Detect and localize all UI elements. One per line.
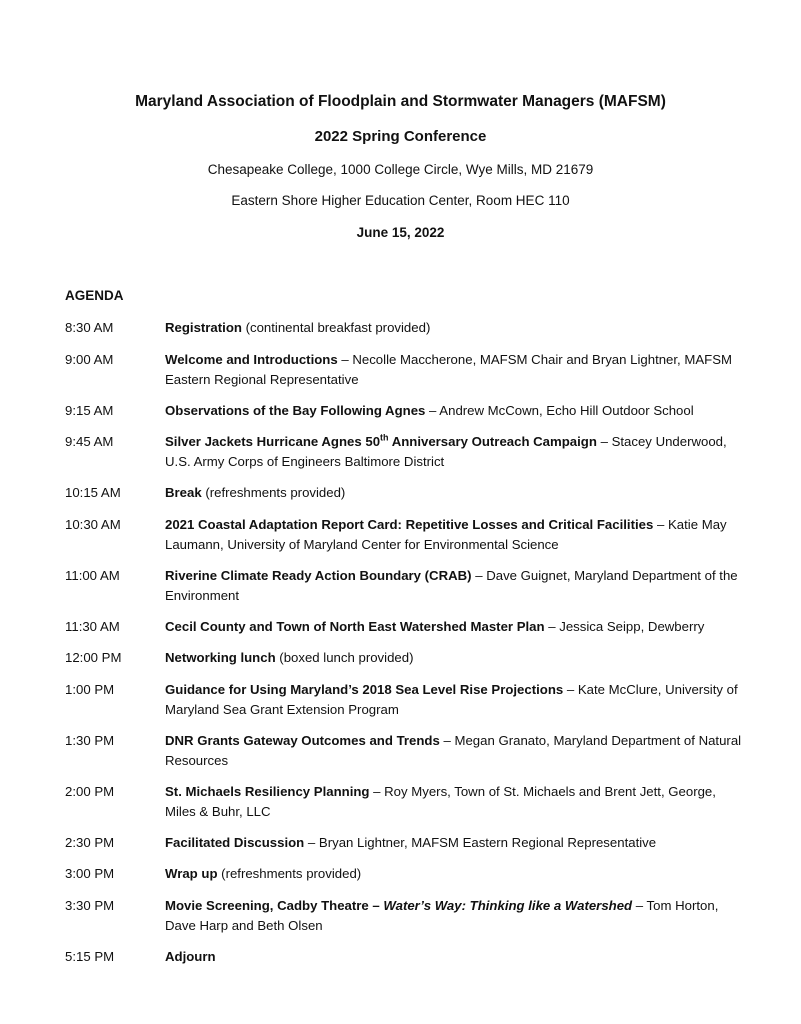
agenda-description	[165, 318, 745, 338]
agenda-time: 9:45 AM	[65, 434, 114, 449]
agenda-title-part: Silver Jackets Hurricane Agnes 50	[165, 434, 381, 449]
agenda-time: 12:00 PM	[65, 650, 122, 665]
agenda-detail: – Jessica Seipp, Dewberry	[544, 618, 705, 634]
agenda-description	[165, 401, 745, 421]
agenda-detail: – Roy Myers, Town of St. Michaels and Brent Jett, George, Miles & Buhr, LLC	[165, 783, 716, 819]
agenda-description	[165, 947, 745, 967]
agenda-list	[65, 318, 745, 978]
agenda-time: 8:30 AM	[65, 320, 114, 335]
ordinal-suffix: th	[380, 432, 389, 443]
agenda-title-part: Anniversary Outreach Campaign	[388, 434, 597, 449]
agenda-item	[65, 947, 745, 967]
agenda-item	[65, 680, 745, 720]
agenda-title: Guidance for Using Maryland’s 2018 Sea Level Rise Projections	[165, 681, 564, 697]
agenda-title: Networking lunch	[165, 650, 276, 665]
agenda-detail: – Tom Horton, Dave Harp and Beth Olsen	[165, 897, 719, 933]
agenda-description	[165, 782, 745, 822]
agenda-item	[65, 483, 745, 503]
agenda-description	[165, 896, 745, 936]
agenda-time: 10:30 AM	[65, 516, 121, 532]
agenda-description	[165, 680, 745, 720]
agenda-item	[65, 566, 745, 606]
agenda-item	[65, 350, 745, 390]
agenda-film-title: Water’s Way: Thinking like a Watershed	[383, 897, 633, 913]
agenda-title	[165, 434, 597, 449]
agenda-description	[165, 648, 745, 668]
agenda-detail: – Bryan Lightner, MAFSM Eastern Regional Representative	[304, 834, 657, 850]
agenda-title: 2021 Coastal Adaptation Report Card: Repetitive Losses and Critical Facilities	[165, 516, 654, 532]
agenda-title: Cecil County and Town of North East Watershed Master Plan	[165, 618, 545, 634]
agenda-time: 11:00 AM	[65, 567, 120, 583]
agenda-description	[165, 483, 745, 503]
agenda-detail: (continental breakfast provided)	[241, 320, 431, 335]
agenda-time: 5:15 PM	[65, 948, 115, 964]
agenda-time: 1:30 PM	[65, 732, 115, 748]
agenda-detail: – Megan Granato, Maryland Department of Natural Resources	[165, 732, 742, 768]
agenda-title: Registration	[165, 320, 242, 335]
agenda-detail: – Andrew McCown, Echo Hill Outdoor School	[425, 402, 694, 418]
agenda-title: DNR Grants Gateway Outcomes and Trends	[165, 732, 440, 748]
agenda-detail: – Stacey Underwood, U.S. Army Corps of Engineers Baltimore District	[165, 434, 727, 469]
agenda-time: 9:15 AM	[65, 402, 114, 418]
agenda-item	[65, 731, 745, 771]
agenda-item	[65, 864, 745, 884]
agenda-item	[65, 833, 745, 853]
agenda-title: Adjourn	[165, 948, 216, 964]
agenda-item	[65, 432, 745, 472]
agenda-title: Welcome and Introductions	[165, 351, 338, 367]
organization-title: Maryland Association of Floodplain and Stormwater Managers (MAFSM)	[135, 93, 666, 110]
venue-address: Chesapeake College, 1000 College Circle, Wye Mills, MD 21679	[207, 162, 594, 177]
agenda-time: 3:00 PM	[65, 866, 115, 881]
agenda-description	[165, 731, 745, 771]
agenda-time: 1:00 PM	[65, 681, 115, 697]
agenda-detail: – Katie May Laumann, University of Maryland Center for Environmental Science	[165, 516, 727, 552]
agenda-description	[165, 864, 745, 884]
conference-title: 2022 Spring Conference	[314, 128, 487, 145]
agenda-title: Observations of the Bay Following Agnes	[165, 402, 426, 418]
agenda-title: Facilitated Discussion	[165, 834, 305, 850]
agenda-title: Wrap up	[165, 866, 218, 881]
agenda-item	[65, 318, 745, 338]
agenda-detail: (boxed lunch provided)	[275, 650, 414, 665]
conference-date: June 15, 2022	[356, 225, 445, 240]
agenda-time: 11:30 AM	[65, 618, 120, 634]
agenda-item	[65, 896, 745, 936]
agenda-detail: – Dave Guignet, Maryland Department of the Environment	[165, 567, 738, 603]
agenda-description	[165, 515, 745, 555]
agenda-time: 2:00 PM	[65, 783, 115, 799]
agenda-title: Movie Screening, Cadby Theatre –	[165, 897, 384, 913]
agenda-detail: – Necolle Maccherone, MAFSM Chair and Bryan Lightner, MAFSM Eastern Regional Representative	[165, 351, 733, 387]
agenda-item	[65, 515, 745, 555]
agenda-item	[65, 648, 745, 668]
agenda-time: 9:00 AM	[65, 351, 114, 367]
agenda-heading: AGENDA	[65, 288, 124, 303]
agenda-title: Riverine Climate Ready Action Boundary (CRAB)	[165, 567, 472, 583]
venue-room: Eastern Shore Higher Education Center, Room HEC 110	[231, 193, 570, 208]
agenda-description	[165, 617, 745, 637]
agenda-title: St. Michaels Resiliency Planning	[165, 783, 370, 799]
agenda-description	[165, 833, 745, 853]
agenda-detail: (refreshments provided)	[217, 866, 362, 881]
agenda-detail: – Kate McClure, University of Maryland Sea Grant Extension Program	[165, 681, 738, 717]
agenda-description	[165, 350, 745, 390]
agenda-description	[165, 566, 745, 606]
agenda-description	[165, 432, 745, 472]
agenda-item	[65, 617, 745, 637]
agenda-time: 3:30 PM	[65, 897, 115, 913]
agenda-detail: (refreshments provided)	[201, 485, 346, 500]
agenda-time: 2:30 PM	[65, 834, 115, 850]
agenda-item	[65, 401, 745, 421]
agenda-title: Break	[165, 485, 202, 500]
agenda-item	[65, 782, 745, 822]
agenda-time: 10:15 AM	[65, 485, 121, 500]
